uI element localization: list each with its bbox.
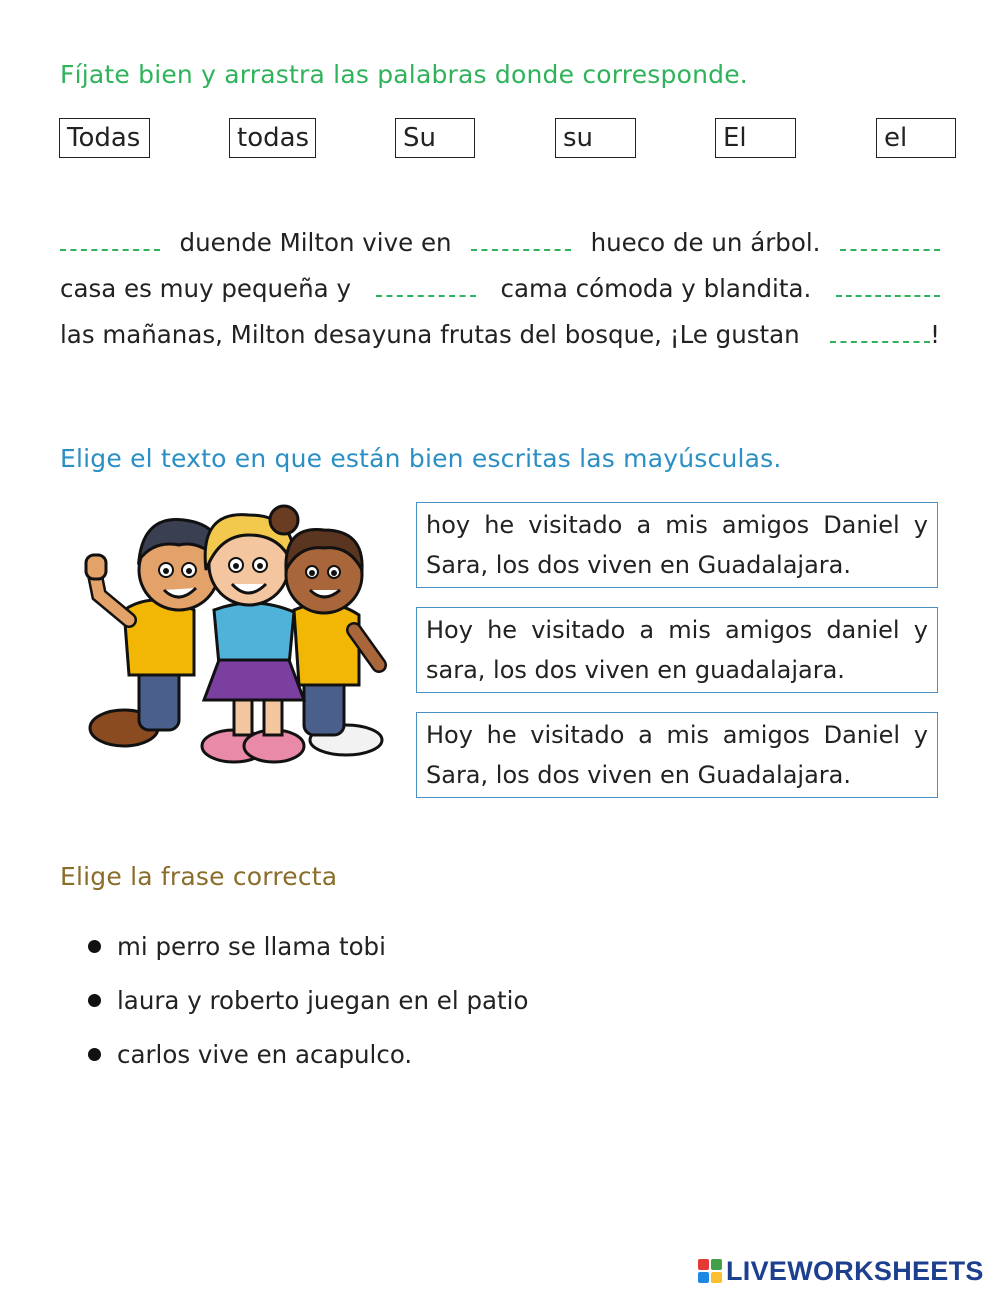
option-word: he	[484, 511, 515, 539]
bullet-icon	[88, 940, 101, 953]
option-line-1	[426, 505, 928, 545]
paragraph-line-1	[60, 220, 940, 266]
paragraph-text: las mañanas, Milton desayuna frutas del bosque, ¡Le gustan	[60, 320, 800, 349]
option-word: he	[487, 616, 518, 644]
paragraph-text: duende Milton vive en	[179, 228, 452, 257]
sentence-text: laura y roberto juegan en el patio	[117, 986, 529, 1015]
option-word: Hoy	[426, 616, 473, 644]
option-word: mis	[668, 616, 711, 644]
drop-blank-1[interactable]	[60, 239, 160, 251]
paragraph-text: casa es muy pequeña y	[60, 274, 351, 303]
option-word: y	[913, 616, 928, 644]
instruction-drag-words: Fíjate bien y arrastra las palabras donde corresponde.	[60, 60, 748, 89]
option-word: hoy	[426, 511, 471, 539]
paragraph-text: hueco de un árbol.	[590, 228, 821, 257]
option-word: amigos	[724, 616, 813, 644]
drop-blank-5[interactable]	[836, 285, 940, 297]
option-word: he	[486, 721, 517, 749]
sentence-option-2[interactable]	[88, 986, 528, 1015]
answer-option-3[interactable]	[416, 712, 938, 798]
option-word: visitado	[531, 616, 626, 644]
option-word: a	[638, 721, 653, 749]
option-word: Daniel	[823, 721, 901, 749]
drop-blank-4[interactable]	[376, 285, 476, 297]
sentence-text: carlos vive en acapulco.	[117, 1040, 413, 1069]
logo-cubes-icon	[698, 1259, 722, 1283]
instruction-choose-sentence: Elige la frase correcta	[60, 862, 338, 891]
paragraph-text: cama cómoda y blandita.	[500, 274, 812, 303]
option-word: y	[913, 721, 928, 749]
bullet-icon	[88, 994, 101, 1007]
drop-blank-2[interactable]	[471, 239, 571, 251]
sentence-text: mi perro se llama tobi	[117, 932, 386, 961]
draggable-word-el[interactable]: el	[876, 118, 956, 158]
option-word: daniel	[826, 616, 900, 644]
draggable-word-todas-capital[interactable]: Todas	[59, 118, 150, 158]
instruction-choose-capitals: Elige el texto en que están bien escritas las mayúsculas.	[60, 444, 782, 473]
blank-group	[830, 312, 940, 358]
option-word: amigos	[722, 721, 810, 749]
kids-illustration	[84, 500, 390, 772]
fill-in-paragraph	[60, 220, 940, 358]
option-word: visitado	[530, 721, 625, 749]
option-line-2: sara, los dos viven en guadalajara.	[426, 656, 845, 684]
option-word: amigos	[721, 511, 810, 539]
draggable-word-el-capital[interactable]: El	[715, 118, 796, 158]
option-line-1	[426, 610, 928, 650]
drop-blank-6[interactable]	[830, 331, 930, 343]
option-word: mis	[665, 511, 708, 539]
option-line-1	[426, 715, 928, 755]
draggable-word-todas[interactable]: todas	[229, 118, 316, 158]
paragraph-line-3	[60, 312, 940, 358]
option-word: mis	[666, 721, 710, 749]
draggable-word-su[interactable]: su	[555, 118, 636, 158]
paragraph-text: !	[930, 320, 940, 349]
option-word: y	[913, 511, 928, 539]
option-word: visitado	[528, 511, 623, 539]
sentence-option-3[interactable]	[88, 1040, 412, 1069]
logo-text: LIVEWORKSHEETS	[726, 1255, 984, 1286]
answer-option-1[interactable]	[416, 502, 938, 588]
sentence-option-1[interactable]	[88, 932, 386, 961]
option-word: a	[636, 511, 652, 539]
liveworksheets-logo	[698, 1256, 984, 1286]
option-line-2: Sara, los dos viven en Guadalajara.	[426, 761, 852, 789]
paragraph-line-2	[60, 266, 940, 312]
option-word: Daniel	[823, 511, 900, 539]
option-word: Hoy	[426, 721, 473, 749]
answer-option-2[interactable]	[416, 607, 938, 693]
drop-blank-3[interactable]	[840, 239, 940, 251]
draggable-word-su-capital[interactable]: Su	[395, 118, 475, 158]
option-line-2: Sara, los dos viven en Guadalajara.	[426, 551, 852, 579]
option-word: a	[639, 616, 655, 644]
bullet-icon	[88, 1048, 101, 1061]
